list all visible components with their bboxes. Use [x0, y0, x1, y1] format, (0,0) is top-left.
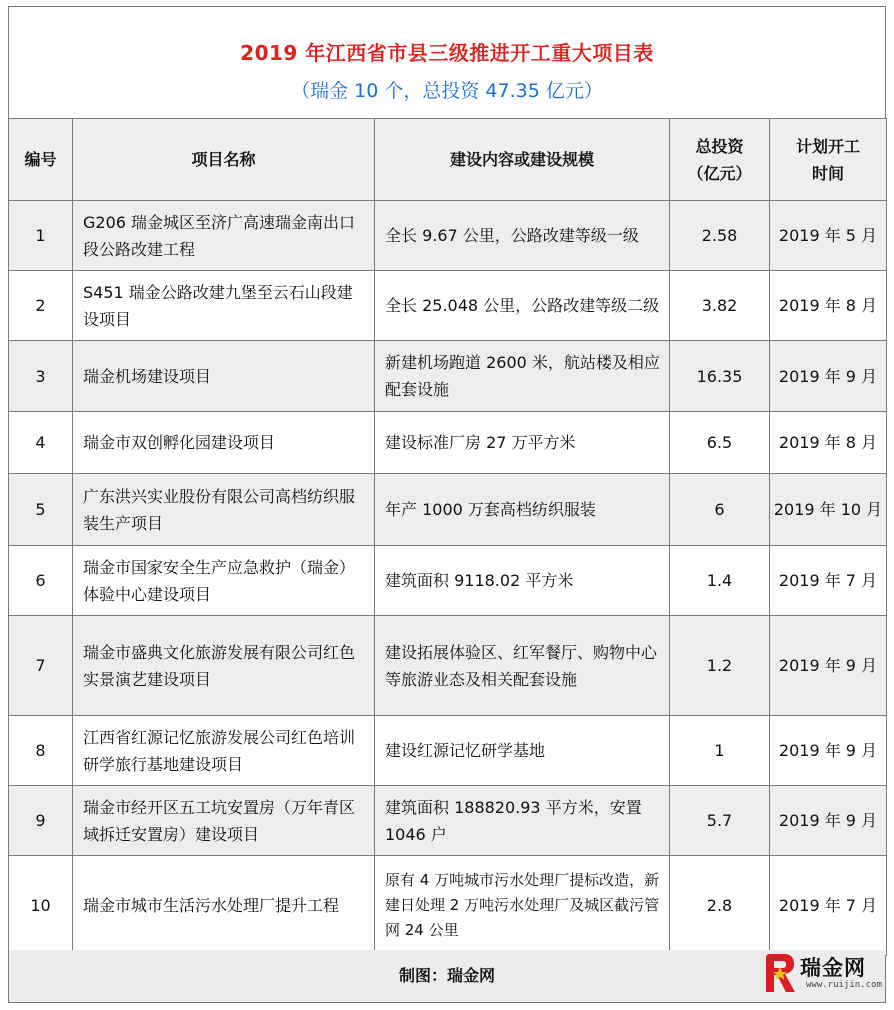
cell-content: 建筑面积 9118.02 平方米: [375, 546, 670, 616]
header-start-line1: 计划开工: [795, 136, 860, 156]
table-row: [9, 716, 887, 786]
cell-start: 2019 年 5 月: [770, 201, 887, 271]
cell-start: 2019 年 9 月: [770, 716, 887, 786]
cell-investment: 5.7: [670, 786, 770, 856]
header-investment: [670, 119, 770, 201]
cell-investment: 2.58: [670, 201, 770, 271]
cell-content: 建设标准厂房 27 万平方米: [375, 412, 670, 474]
table-row: [9, 786, 887, 856]
cell-content: 全长 9.67 公里，公路改建等级一级: [375, 201, 670, 271]
cell-name: 瑞金市盛典文化旅游发展有限公司红色实景演艺建设项目: [73, 616, 375, 716]
cell-start: 2019 年 7 月: [770, 856, 887, 956]
cell-name: 江西省红源记忆旅游发展公司红色培训研学旅行基地建设项目: [73, 716, 375, 786]
table-row: [9, 856, 887, 956]
ruijin-logo-icon: [760, 950, 800, 996]
page-title: 2019 年江西省市县三级推进开工重大项目表: [240, 41, 654, 65]
header-start-line2: 时间: [811, 163, 844, 183]
cell-name: 广东洪兴实业股份有限公司高档纺织服装生产项目: [73, 474, 375, 546]
cell-name: 瑞金市国家安全生产应急救护（瑞金）体验中心建设项目: [73, 546, 375, 616]
table-row: [9, 474, 887, 546]
cell-investment: 1.4: [670, 546, 770, 616]
cell-no: 10: [9, 856, 73, 956]
cell-name: S451 瑞金公路改建九堡至云石山段建设项目: [73, 271, 375, 341]
table-row: [9, 201, 887, 271]
cell-content: 新建机场跑道 2600 米，航站楼及相应配套设施: [375, 341, 670, 412]
cell-investment: 16.35: [670, 341, 770, 412]
cell-no: 9: [9, 786, 73, 856]
cell-content: 建设红源记忆研学基地: [375, 716, 670, 786]
table-row: [9, 616, 887, 716]
cell-no: 6: [9, 546, 73, 616]
cell-start: 2019 年 8 月: [770, 412, 887, 474]
cell-investment: 1.2: [670, 616, 770, 716]
table-row: [9, 271, 887, 341]
cell-start: 2019 年 10 月: [770, 474, 887, 546]
cell-content: 原有 4 万吨城市污水处理厂提标改造，新建日处理 2 万吨污水处理厂及城区截污管网 24 公里: [375, 856, 670, 956]
table-row: [9, 412, 887, 474]
cell-no: 3: [9, 341, 73, 412]
cell-start: 2019 年 9 月: [770, 341, 887, 412]
header-investment-line1: 总投资: [695, 136, 744, 156]
project-table-frame: [8, 6, 886, 1003]
logo-text: 瑞金网: [800, 956, 866, 980]
header-start-time: [770, 119, 887, 201]
header-no: 编号: [9, 119, 73, 201]
cell-investment: 2.8: [670, 856, 770, 956]
cell-no: 8: [9, 716, 73, 786]
cell-start: 2019 年 9 月: [770, 786, 887, 856]
cell-no: 2: [9, 271, 73, 341]
cell-content: 全长 25.048 公里，公路改建等级二级: [375, 271, 670, 341]
footer-credit: 制图：瑞金网: [9, 950, 885, 1002]
ruijin-logo: [760, 950, 888, 998]
table-row: [9, 546, 887, 616]
cell-content: 建筑面积 188820.93 平方米，安置 1046 户: [375, 786, 670, 856]
cell-start: 2019 年 8 月: [770, 271, 887, 341]
cell-content: 建设拓展体验区、红军餐厅、购物中心等旅游业态及相关配套设施: [375, 616, 670, 716]
cell-name: 瑞金市经开区五工坑安置房（万年青区域拆迁安置房）建设项目: [73, 786, 375, 856]
cell-no: 4: [9, 412, 73, 474]
header-investment-line2: （亿元）: [687, 163, 752, 183]
logo-url: www.ruijin.com: [806, 980, 882, 990]
page-subtitle: （瑞金 10 个，总投资 47.35 亿元）: [291, 80, 603, 102]
table-row: [9, 341, 887, 412]
table-header-row: [9, 119, 887, 201]
cell-name: 瑞金市双创孵化园建设项目: [73, 412, 375, 474]
header-name: 项目名称: [73, 119, 375, 201]
cell-investment: 3.82: [670, 271, 770, 341]
cell-investment: 6: [670, 474, 770, 546]
cell-name: G206 瑞金城区至济广高速瑞金南出口段公路改建工程: [73, 201, 375, 271]
cell-name: 瑞金市城市生活污水处理厂提升工程: [73, 856, 375, 956]
cell-investment: 6.5: [670, 412, 770, 474]
cell-start: 2019 年 7 月: [770, 546, 887, 616]
project-table: [8, 118, 887, 956]
cell-no: 5: [9, 474, 73, 546]
cell-content: 年产 1000 万套高档纺织服装: [375, 474, 670, 546]
cell-investment: 1: [670, 716, 770, 786]
cell-no: 1: [9, 201, 73, 271]
title-block: [9, 7, 885, 119]
cell-no: 7: [9, 616, 73, 716]
header-content: 建设内容或建设规模: [375, 119, 670, 201]
cell-start: 2019 年 9 月: [770, 616, 887, 716]
cell-name: 瑞金机场建设项目: [73, 341, 375, 412]
